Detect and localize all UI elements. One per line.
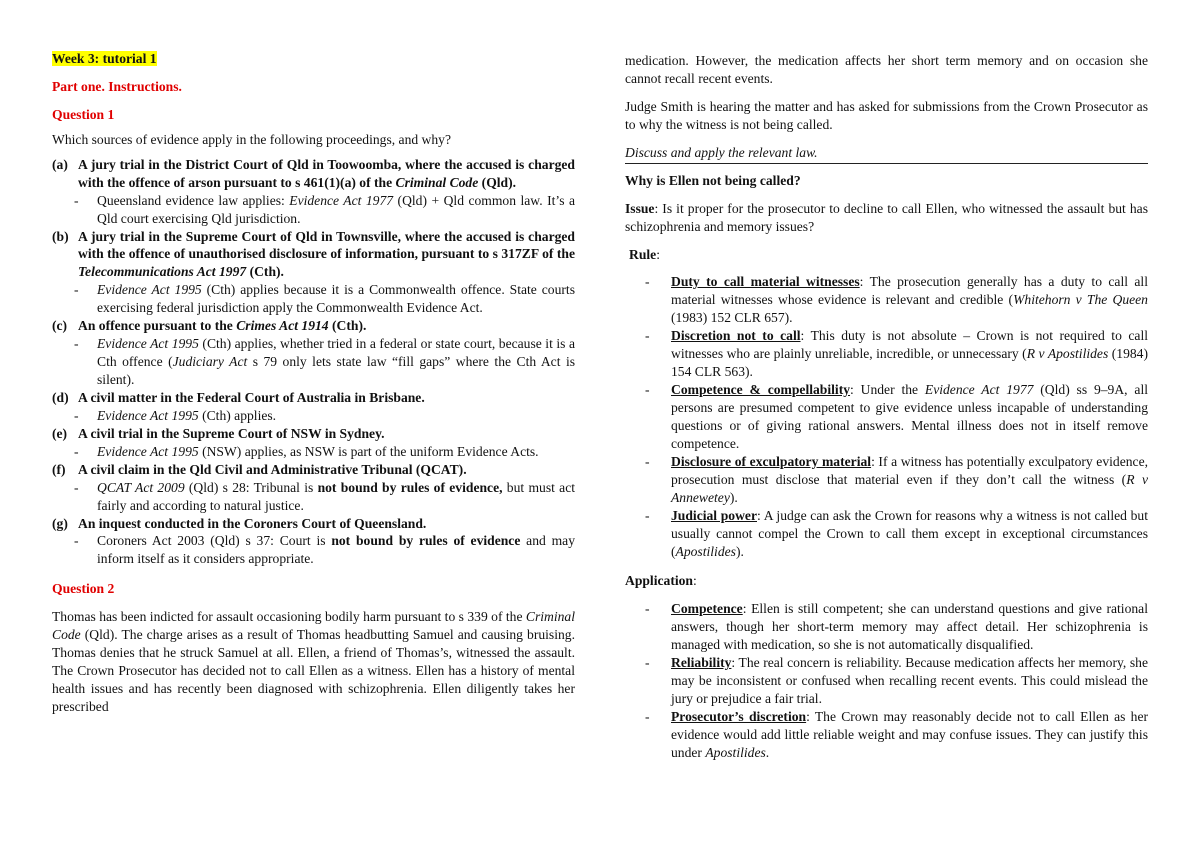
- question-1-heading: Question 1: [52, 106, 115, 122]
- application-item: - Prosecutor’s discretion: The Crown may reasonably decide not to call Ellen as her evidence would add little reliable weight and may confuse issues. They can justify this under Apostilides.: [645, 709, 1149, 760]
- item-label: (b): [52, 228, 69, 244]
- question-1-intro: Which sources of evidence apply in the following proceedings, and why?: [52, 131, 452, 147]
- item-label: (f): [52, 461, 66, 477]
- item-a-answer: - Queensland evidence law applies: Evidence Act 1977 (Qld) + Qld common law. It’s a Qld court exercising Qld jurisdiction.: [74, 192, 575, 226]
- item-label: (g): [52, 515, 68, 531]
- item-text: A jury trial in the District Court of Qld in Toowoomba, where the accused is charged with the offence of arson pursuant to s 461(1)(a) of the Criminal Code (Qld).: [78, 156, 575, 190]
- week-title-line: [52, 50, 575, 68]
- rule-item: - Duty to call material witnesses: The prosecution generally has a duty to call all material witnesses whose evidence is relevant and credible (Whitehorn v The Queen (1983) 152 CLR 657).: [645, 274, 1148, 326]
- item-d-answer: - Evidence Act 1995 (Cth) applies.: [74, 407, 277, 423]
- application-heading: Application:: [625, 573, 697, 589]
- item-f-answer: - QCAT Act 2009 (Qld) s 28: Tribunal is not bound by rules of evidence, but must act fairly and according to natural justice.: [74, 479, 576, 513]
- discuss-instruction: Discuss and apply the relevant law.: [625, 144, 1148, 164]
- item-d: [52, 389, 575, 407]
- rule-item: - Disclosure of exculpatory material: If a witness has potentially exculpatory evidence, prosecution must disclose that material even if they don’t call the witness (R v Annewetey).: [645, 453, 1148, 505]
- rule-item: - Discretion not to call: This duty is not absolute – Crown is not required to call witnesses who are plainly unreliable, incredible, or unnecessary (R v Apostilides (1984) 154 CLR 563).: [645, 328, 1149, 380]
- issue-paragraph: Issue: Is it proper for the prosecutor to decline to call Ellen, who witnessed the assault but has schizophrenia and memory issues?: [625, 200, 1148, 234]
- item-b-answer: - Evidence Act 1995 (Cth) applies because it is a Commonwealth offence. State courts exercising federal jurisdiction apply the Commonwealth Evidence Act.: [74, 282, 575, 316]
- item-g-answer: - Coroners Act 2003 (Qld) s 37: Court is not bound by rules of evidence and may inform itself as it considers appropriate.: [74, 533, 575, 567]
- item-text: A civil matter in the Federal Court of Australia in Brisbane.: [78, 389, 425, 405]
- question-2-paragraph: Thomas has been indicted for assault occasioning bodily harm pursuant to s 339 of the Criminal Code (Qld). The charge arises as a result of Thomas headbutting Samuel and causing bruising. Thomas denies that he struck Samuel at all. Ellen, a friend of Thomas’s, witnessed the assault. The Crown Prosecutor has decided not to call Ellen as a witness. Ellen has a history of mental health issues and has recently been diagnosed with schizophrenia. Ellen diligently takes her prescribed: [52, 609, 575, 714]
- item-a: [52, 156, 575, 192]
- week-title: Week 3: tutorial 1: [52, 51, 157, 66]
- question-2-heading: Question 2: [52, 581, 115, 597]
- rule-heading: Rule:: [629, 246, 660, 262]
- left-column: [52, 50, 575, 716]
- item-c: [52, 317, 575, 335]
- question-2-paragraph-cont: medication. However, the medication affects her short term memory and on occasion she cannot recall recent events.: [625, 53, 1148, 86]
- item-e: [52, 425, 575, 443]
- item-text: A civil trial in the Supreme Court of NSW in Sydney.: [78, 425, 385, 441]
- right-column: [625, 52, 1148, 762]
- item-label: (d): [52, 389, 69, 405]
- item-label: (e): [52, 425, 68, 441]
- application-item: - Competence: Ellen is still competent; she can understand questions and give rational answers, though her short-term memory may affect detail. Her schizophrenia is managed with medication, so she is not automatically disqualified.: [645, 601, 1148, 653]
- rule-item: - Judicial power: A judge can ask the Crown for reasons why a witness is not called but usually cannot compel the Crown to call them except in exceptional circumstances (Apostilides).: [645, 507, 1148, 559]
- item-f: [52, 461, 575, 479]
- answer-heading: Why is Ellen not being called?: [625, 172, 801, 188]
- item-label: (c): [52, 318, 68, 334]
- item-b: [52, 228, 575, 282]
- application-item: - Reliability: The real concern is reliability. Because medication affects her memory, she may be inconsistent or confused when recalling recent events. This could mislead the jury or prejudice a fair trial.: [645, 655, 1148, 707]
- question-2-paragraph-2: Judge Smith is hearing the matter and has asked for submissions from the Crown Prosecutor as to why the witness is not being called.: [625, 98, 1148, 132]
- application-list: [625, 600, 1148, 761]
- rule-item: - Competence & compellability: Under the Evidence Act 1977 (Qld) ss 9–9A, all persons are presumed competent to give evidence unless incapable of understanding questions or of giving rational answers. Mental illness does not in itself remove competence.: [645, 382, 1148, 451]
- item-e-answer: - Evidence Act 1995 (NSW) applies, as NSW is part of the uniform Evidence Acts.: [74, 443, 539, 459]
- item-label: (a): [52, 156, 68, 172]
- item-text: A jury trial in the Supreme Court of Qld in Townsville, where the accused is charged with the offence of unauthorised disclosure of information, pursuant to s 317ZF of the Telecommunications Act 1997 (Cth).: [78, 228, 575, 280]
- rule-list: [625, 273, 1148, 560]
- question-1-items: [52, 156, 575, 569]
- item-c-answer: - Evidence Act 1995 (Cth) applies, whether tried in a federal or state court, because it is a Cth offence (Judiciary Act s 79 only lets state law “fill gaps” where the Cth Act is silent).: [74, 336, 576, 387]
- item-text: An inquest conducted in the Coroners Court of Queensland.: [78, 515, 427, 531]
- item-text: A civil claim in the Qld Civil and Administrative Tribunal (QCAT).: [78, 461, 467, 477]
- item-text: An offence pursuant to the Crimes Act 1914 (Cth).: [78, 318, 367, 334]
- part-one-heading: Part one. Instructions.: [52, 78, 182, 94]
- item-g: [52, 515, 575, 533]
